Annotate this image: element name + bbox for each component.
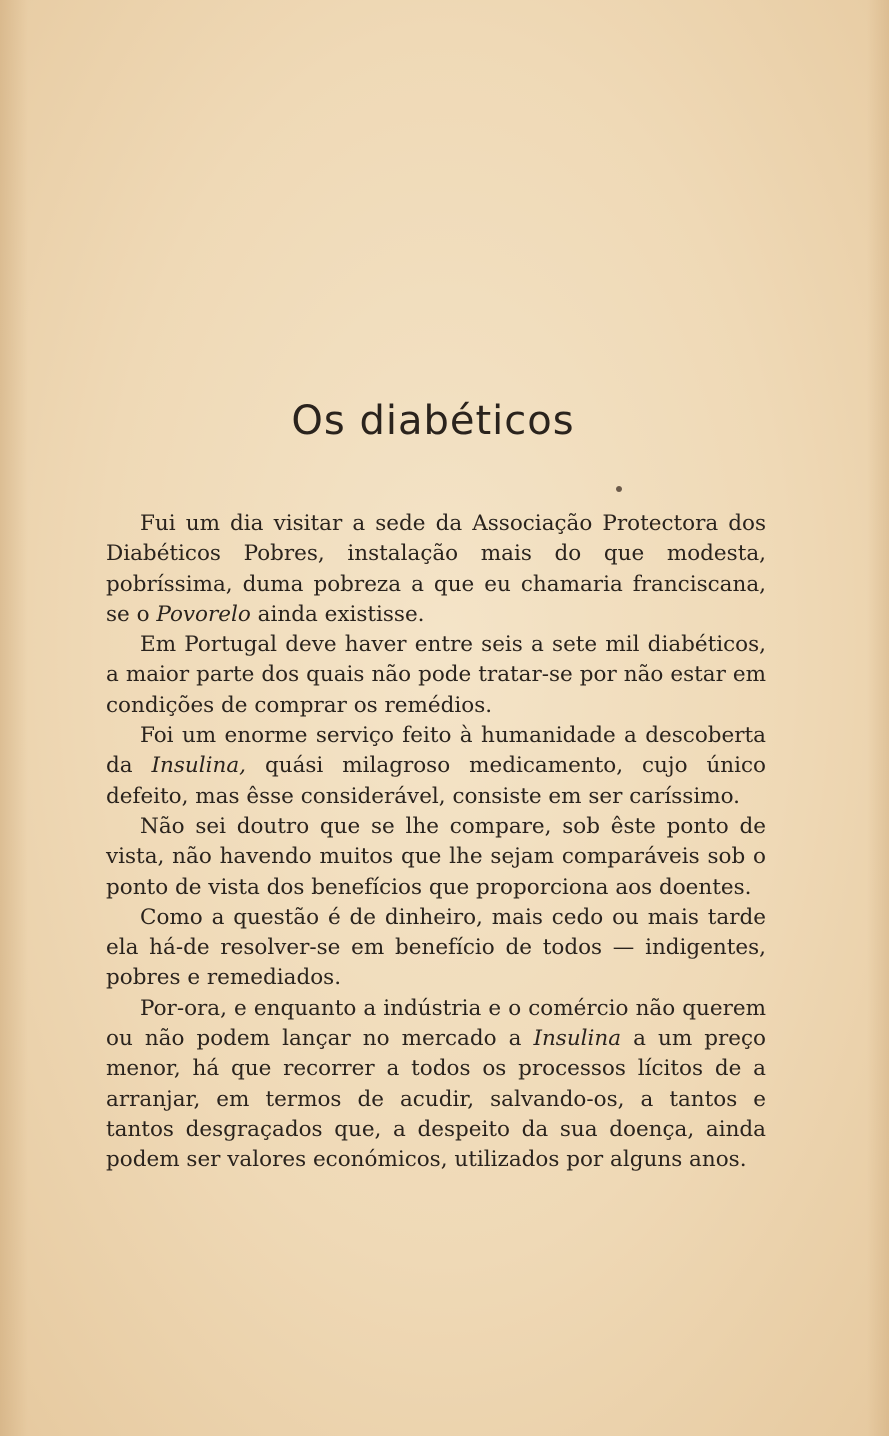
page-edge-left (0, 0, 28, 1436)
paragraph-6: Por-ora, e enquanto a indústria e o comércio não querem ou não podem lançar no mercado a Insulina a um preço menor, há que recorrer a todos os processos lícitos de a arranjar, em termos de acudir, salvando-os, a tantos e tantos desgraçados que, a despeito da sua doença, ainda podem ser valores económicos, utilizados por alguns anos. (106, 995, 766, 1173)
page-title: Os diabéticos (291, 398, 575, 444)
paragraph-5: Como a questão é de dinheiro, mais cedo ou mais tarde ela há-de resolver-se em benefício de todos — indigentes, pobres e remediados. (106, 904, 766, 991)
paragraph-3: Foi um enorme serviço feito à humanidade a descoberta da Insulina, quási milagroso medicamento, cujo único defeito, mas êsse considerável, consiste em ser caríssimo. (106, 723, 767, 809)
paragraph-1: Fui um dia visitar a sede da Associação Protectora dos Diabéticos Pobres, instalação mais do que modesta, pobríssima, duma pobreza a que eu chamaria franciscana, se o Povorelo ainda existisse. (106, 511, 766, 627)
paragraph-4: Não sei doutro que se lhe compare, sob êste ponto de vista, não havendo muitos que lhe sejam comparáveis sob o ponto de vista dos benefícios que proporciona aos doentes. (106, 813, 766, 900)
article-body (106, 509, 766, 1176)
page-edge-right (867, 0, 889, 1436)
paragraph-2: Em Portugal deve haver entre seis a sete mil diabéticos, a maior parte dos quais não pode tratar-se por não estar em condições de comprar os remédios. (106, 632, 766, 718)
ornament-dot (616, 486, 622, 492)
